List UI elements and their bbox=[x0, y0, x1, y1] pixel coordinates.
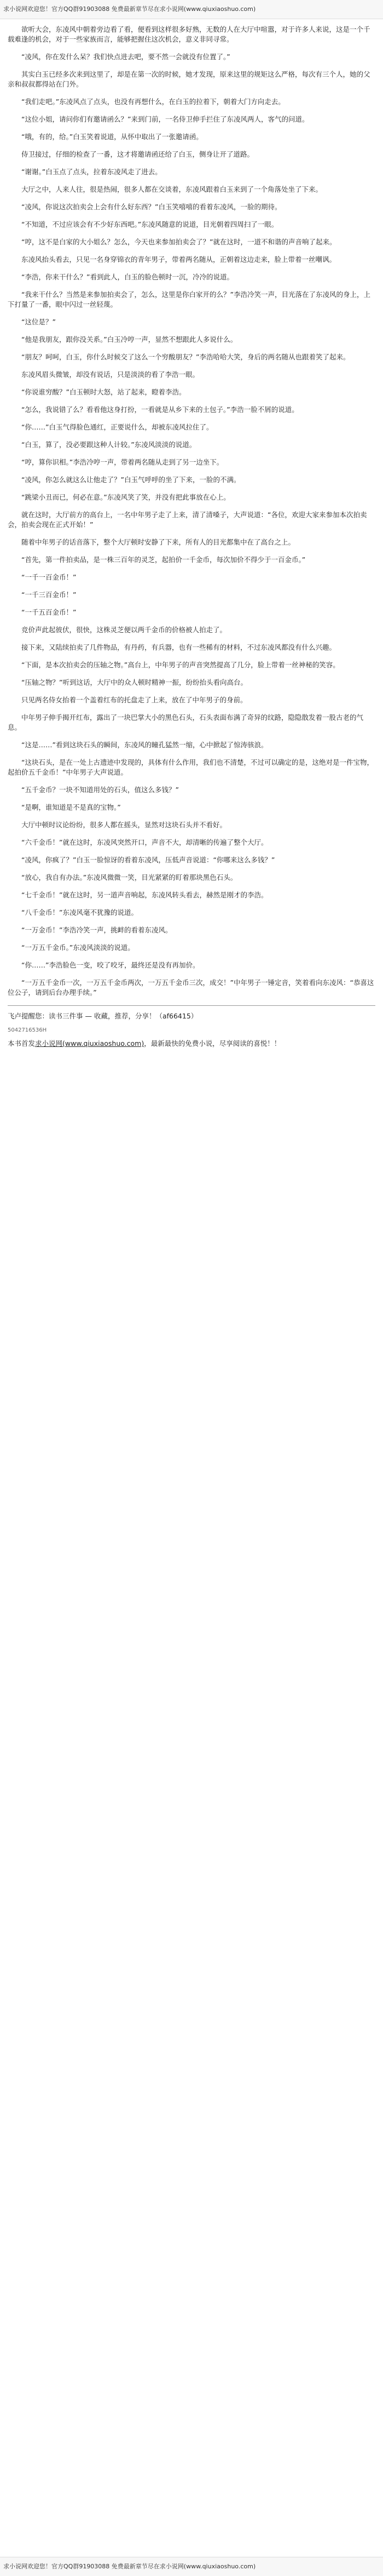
chapter-paragraph: “凌风，你怎么就这么让他走了？”白玉气呼呼的坐了下来，一脸的不满。 bbox=[21, 476, 241, 484]
chapter-paragraph: “下面，是本次拍卖会的压轴之物。”高台上，中年男子的声音突然提高了几分，脸上带着一丝神秘的笑容。 bbox=[21, 661, 340, 669]
chapter-paragraph: “一万五千金币一次，一万五千金币两次，一万五千金币三次，成交！”中年男子一锤定音，笑着看向东凌风：“恭喜这位公子，请到后台办理手续。” bbox=[8, 978, 374, 997]
chapter-paragraph: 接下来，又陆续拍卖了几件物品，有丹药，有兵器，也有一些稀有的材料，不过东凌风都没有什么兴趣。 bbox=[21, 643, 336, 651]
chapter-paragraph: “六千金币！”就在这时，东凌风突然开口，声音不大，却清晰的传遍了整个大厅。 bbox=[21, 838, 268, 846]
chapter-paragraph: 就在这时，大厅前方的高台上，一名中年男子走了上来，清了清嗓子，大声说道：“各位，欢迎大家来参加本次拍卖会，拍卖会现在正式开始！” bbox=[8, 511, 367, 529]
chapter-paragraph: 大厅之中，人来人往，很是热闹，很多人都在交谈着，东凌风跟着白玉来到了一个角落处坐了下来。 bbox=[21, 185, 323, 193]
chapter-paragraph: “放心，我自有办法。”东凌风微微一笑，目光紧紧的盯着那块黑色石头。 bbox=[21, 873, 237, 881]
chapter-paragraph: “朋友？呵呵，白玉，你什么时候交了这么一个穷酸朋友？”李浩哈哈大笑，身后的两名随从也跟着笑了起来。 bbox=[21, 353, 350, 361]
bottom-notice-bar bbox=[0, 2557, 383, 2576]
chapter-paragraph: 其实白玉已经多次来到这里了，却是在第一次的时候，她才发现，原来这里的规矩这么严格，每次有三个人，她的父亲和叔叔都得站在门外。 bbox=[8, 70, 370, 88]
chapter-paragraph: “你……”李浩脸色一变，咬了咬牙，最终还是没有再加价。 bbox=[21, 961, 200, 969]
chapter-paragraph: 侍卫接过，仔细的检查了一番，这才将邀请函还给了白玉，侧身让开了道路。 bbox=[21, 150, 254, 158]
site-link[interactable]: 求小说网(www.qiuxiaoshuo.com) bbox=[35, 1039, 144, 1047]
bottom-site-notice: 求小说网欢迎您！官方QQ群91903088 免费最新章节尽在求小说网(www.qiuxiaoshuo.com) bbox=[3, 2563, 256, 2570]
chapter-paragraph: “凌风，你疯了？”白玉一脸惊讶的看着东凌风，压低声音说道：“你哪来这么多钱？” bbox=[21, 856, 275, 864]
chapter-paragraph: 中年男子伸手揭开红布，露出了一块巴掌大小的黑色石头，石头表面布满了奇异的纹路，隐隐散发着一股古老的气息。 bbox=[8, 713, 364, 731]
chapter-paragraph: “我们走吧。”东凌风点了点头，也没有再想什么，在白玉的拉着下，朝着大门方向走去。 bbox=[21, 98, 285, 106]
chapter-code: 5042716536H bbox=[8, 1027, 47, 1033]
chapter-paragraph: “你说谁穷酸？”白玉顿时大怒，站了起来，瞪着李浩。 bbox=[21, 388, 186, 396]
chapter-content bbox=[0, 19, 383, 1049]
chapter-paragraph: “哦，有的，给。”白玉笑着说道，从怀中取出了一张邀请函。 bbox=[21, 133, 203, 141]
chapter-paragraph: “这位是？” bbox=[21, 318, 56, 326]
chapter-paragraph: “这块石头，是在一处上古遗迹中发现的，具体有什么作用，我们也不清楚，不过可以确定的是，这绝对是一件宝物，起拍价五千金币！”中年男子大声说道。 bbox=[8, 758, 374, 776]
chapter-paragraph: 东凌风抬头看去，只见一名身穿锦衣的青年男子，带着两名随从，正朝着这边走来，脸上带着一丝嘲讽。 bbox=[21, 255, 336, 264]
chapter-paragraph: “哼，这不是白家的大小姐么？怎么，今天也来参加拍卖会了？”就在这时，一道不和谐的声音响了起来。 bbox=[21, 238, 336, 246]
top-site-notice: 求小说网欢迎您！官方QQ群91903088 免费最新章节尽在求小说网(www.qiuxiaoshuo.com) bbox=[3, 5, 256, 13]
chapter-paragraph: “一万金币！”李浩冷笑一声，挑衅的看着东凌风。 bbox=[21, 926, 172, 934]
chapter-paragraph: “凌风，你说这次拍卖会上会有什么好东西？”白玉笑嘻嘻的看着东凌风，一脸的期待。 bbox=[21, 203, 282, 211]
chapter-paragraph: 大厅中顿时议论纷纷，很多人都在摇头，显然对这块石头并不看好。 bbox=[21, 821, 227, 829]
chapter-paragraph: “他是我朋友，跟你没关系。”白玉冷哼一声，显然不想跟此人多说什么。 bbox=[21, 335, 237, 344]
chapter-paragraph: “你……”白玉气得脸色通红，正要说什么，却被东凌风拉住了。 bbox=[21, 423, 213, 431]
chapter-paragraph: “我来干什么？当然是来参加拍卖会了，怎么，这里是你白家开的么？”李浩冷笑一声，目光落在了东凌风的身上，上下打量了一番，眼中闪过一丝轻蔑。 bbox=[8, 290, 370, 308]
chapter-paragraph: “跳梁小丑而已，何必在意。”东凌风笑了笑，并没有把此事放在心上。 bbox=[21, 493, 230, 501]
chapter-paragraph: “李浩，你来干什么？”看到此人，白玉的脸色顿时一沉，冷冷的说道。 bbox=[21, 273, 234, 281]
chapter-paragraph: 欲听大会，东凌风中朝着旁边看了看，便看到这样很多好熟，无数的人在大厅中喧嚣，对于许多人来说，这是一个千载难逢的机会，对于一些家族而言，能够把握住这次机会，意义非同寻常。 bbox=[8, 25, 370, 43]
chapter-paragraph: “不知道，不过应该会有不少好东西吧。”东凌风随意的说道，目光朝着四周扫了一眼。 bbox=[21, 220, 278, 228]
top-notice-bar bbox=[0, 0, 383, 19]
reading-prompt: 飞卢提醒您：读书三件事 — 收藏，推荐，分享！（af66415） bbox=[8, 1012, 198, 1020]
source-suffix: ，最新最快的免费小说，尽享阅读的喜悦！！ bbox=[144, 1039, 281, 1047]
chapter-paragraph: “一千三百金币！” bbox=[21, 591, 77, 599]
chapter-paragraph: 竞价声此起彼伏，很快，这株灵芝便以两千金币的价格被人拍走了。 bbox=[21, 626, 227, 634]
chapter-paragraph: 只见两名侍女抬着一个盖着红布的托盘走了上来，放在了中年男子的身前。 bbox=[21, 696, 247, 704]
chapter-paragraph: “凌风，你在发什么呆？我们快点进去吧，要不然一会就没有位置了。” bbox=[21, 53, 230, 61]
chapter-paragraph: “一千五百金币！” bbox=[21, 608, 77, 616]
chapter-paragraph: “首先，第一件拍卖品，是一株三百年的灵芝，起拍价一千金币，每次加价不得少于一百金币。” bbox=[21, 556, 306, 564]
chapter-paragraph: “谢谢。”白玉点了点头，拉着东凌风走了进去。 bbox=[21, 168, 162, 176]
chapter-paragraph: “压轴之物？”听到这话，大厅中的众人顿时精神一振，纷纷抬头看向高台。 bbox=[21, 678, 247, 686]
chapter-paragraph: “怎么，我说错了么？看看他这身打扮，一看就是从乡下来的土包子。”李浩一脸不屑的说道。 bbox=[21, 405, 299, 414]
source-line bbox=[8, 1039, 375, 1049]
chapter-paragraph: “一千一百金币！” bbox=[21, 573, 77, 581]
chapter-paragraph: “七千金币！”就在这时，另一道声音响起，东凌风转头看去，赫然是刚才的李浩。 bbox=[21, 891, 268, 899]
chapter-paragraph: 随着中年男子的话音落下，整个大厅顿时安静了下来，所有人的目光都集中在了高台之上。 bbox=[21, 538, 295, 546]
chapter-paragraph: “这位小姐，请问你们有邀请函么？”来到门前，一名侍卫伸手拦住了东凌风两人，客气的问道。 bbox=[21, 115, 309, 123]
chapter-paragraph: 东凌风眉头微皱，却没有说话，只是淡淡的看了李浩一眼。 bbox=[21, 370, 200, 379]
chapter-paragraph: “是啊，谁知道是不是真的宝物。” bbox=[21, 803, 121, 811]
chapter-paragraph: “白玉，算了，没必要跟这种人计较。”东凌风淡淡的说道。 bbox=[21, 440, 196, 449]
footer-divider bbox=[8, 1005, 375, 1006]
chapter-paragraph: “八千金币！”东凌风毫不犹豫的说道。 bbox=[21, 908, 138, 917]
chapter-paragraph: “五千金币？一块不知道用处的石头，值这么多钱？” bbox=[21, 786, 179, 794]
source-prefix: 本书首发 bbox=[8, 1039, 36, 1047]
chapter-paragraph: “哼，算你识相。”李浩冷哼一声，带着两名随从走到了另一边坐下。 bbox=[21, 458, 224, 466]
chapter-paragraph: “这是……”看到这块石头的瞬间，东凌风的瞳孔猛然一缩，心中掀起了惊涛骇浪。 bbox=[21, 741, 268, 749]
chapter-paragraph: “一万五千金币。”东凌风淡淡的说道。 bbox=[21, 943, 135, 952]
